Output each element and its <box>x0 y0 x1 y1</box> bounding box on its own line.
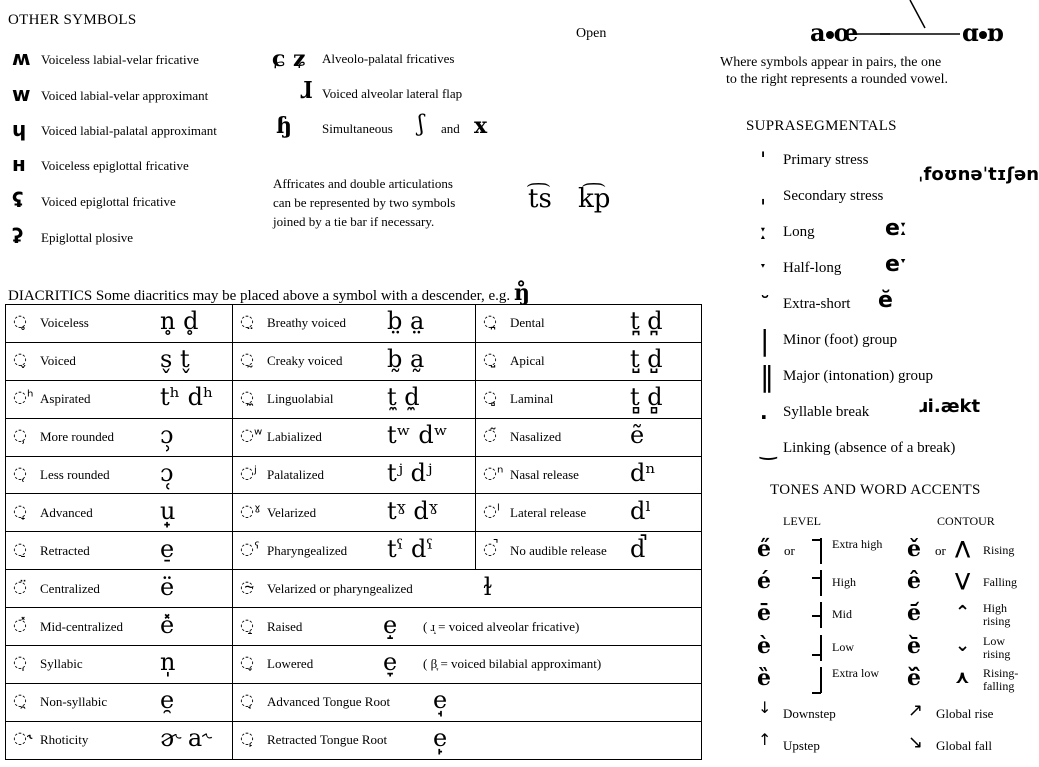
suprasegmental-label: Syllable break <box>783 404 870 420</box>
contour-tone-label: Low rising <box>983 634 1011 661</box>
diacritics-table <box>5 304 702 760</box>
suprasegmental-label: Linking (absence of a break) <box>783 440 956 456</box>
diacritic-example: e̞ <box>383 648 398 677</box>
other-symbol-label: Voiced epiglottal fricative <box>41 194 176 209</box>
diacritic-label: Aspirated <box>40 391 91 407</box>
diacritic-mark: ◌ˠ <box>240 500 261 520</box>
suprasegmental-mark: ‖ <box>760 360 774 393</box>
level-tone-label: High <box>832 575 856 589</box>
diacritic-mark: ◌̻ <box>483 387 497 407</box>
diacritic-label: Nasal release <box>510 467 579 482</box>
suprasegmental-label: Extra-short <box>783 296 851 312</box>
diacritic-label: Voiceless <box>40 315 89 331</box>
diacritic-cell <box>233 532 476 570</box>
diacritic-cell-content <box>6 571 232 607</box>
diacritic-cell-content <box>233 419 475 455</box>
suprasegmental-label: Primary stress <box>783 152 869 168</box>
diacritic-example: tʰ dʰ <box>160 383 214 412</box>
diacritic-example: dˡ <box>630 496 652 525</box>
diacritic-cell-content <box>233 305 475 341</box>
diacritic-cell-content <box>233 457 475 493</box>
diacritic-cell <box>6 721 233 759</box>
diacritic-label: Centralized <box>40 580 100 596</box>
diacritics-heading <box>8 280 530 306</box>
other-symbols-heading: OTHER SYMBOLS <box>8 12 137 28</box>
other-symbol: ʢ <box>12 188 24 212</box>
level-tone-bar <box>820 667 822 693</box>
suprasegmental-mark: ˘ <box>760 292 770 316</box>
suprasegmental-mark: ˑ <box>760 256 767 280</box>
diacritic-cell-content <box>6 722 232 758</box>
diacritic-cell-content <box>476 495 701 531</box>
diacritic-cell <box>476 305 702 343</box>
contour-tone-letter: ⋁ <box>955 570 971 591</box>
suprasegmental-mark: ː <box>760 220 767 244</box>
diacritic-cell-content <box>233 343 475 379</box>
other-symbol: w <box>12 82 31 106</box>
diacritic-cell-content <box>233 533 475 569</box>
suprasegmental-mark: ‿ <box>760 436 777 460</box>
diacritic-mark: ◌̜ <box>13 463 27 482</box>
diacritic-label: No audible release <box>510 542 607 558</box>
diacritic-cell-content <box>6 495 232 531</box>
vowel-oe: œ <box>833 18 859 47</box>
diacritic-example: ɔ̜ <box>160 459 174 487</box>
diacritic-label: Rhoticity <box>40 732 89 748</box>
diacritic-label: Non-syllabic <box>40 694 108 710</box>
diacritic-example: ɔ̹ <box>160 421 174 450</box>
diacritic-cell <box>476 494 702 532</box>
diacritic-example: ẽ <box>630 421 645 450</box>
simultaneous-label: Simultaneous <box>322 121 393 136</box>
diacritic-row <box>6 646 702 684</box>
diacritic-mark: ◌̟ <box>13 500 27 520</box>
diacritic-example: tʷ dʷ <box>387 421 448 450</box>
diacritic-mark: ◌̞ <box>240 652 254 672</box>
diacritic-mark: ◌̼ <box>240 387 254 407</box>
contour-tone-letter: ⌄ <box>955 635 971 656</box>
diacritic-mark: ◌ⁿ <box>483 463 504 482</box>
diacritic-cell <box>233 380 476 418</box>
diacritic-cell <box>6 494 233 532</box>
vowel-pair-back <box>962 18 1004 47</box>
diacritic-label: Mid-centralized <box>40 618 124 634</box>
diacritic-label: Linguolabial <box>267 391 334 407</box>
diacritic-cell <box>6 570 233 608</box>
or-text: or <box>935 543 946 558</box>
diacritic-example: e̘ <box>433 686 448 715</box>
diacritic-example: e̯ <box>160 686 175 715</box>
contour-heading: CONTOUR <box>937 514 995 528</box>
diacritic-cell-content <box>6 684 232 720</box>
diacritic-cell <box>476 342 702 380</box>
diacritic-mark: ◌̃ <box>483 425 497 445</box>
diacritic-example: b̰ a̰ <box>387 345 425 374</box>
diacritic-mark: ◌̪ <box>483 311 497 331</box>
diacritic-cell <box>6 380 233 418</box>
diacritic-cell <box>6 342 233 380</box>
diacritic-mark: ◌̥ <box>13 311 27 331</box>
diacritic-label: Labialized <box>267 429 322 445</box>
diacritic-cell-content <box>476 343 701 379</box>
level-tone-bar <box>820 635 822 661</box>
diacritic-row <box>6 418 702 456</box>
downstep-label: Downstep <box>783 706 836 721</box>
diacritic-cell <box>6 683 233 721</box>
diacritic-row <box>6 532 702 570</box>
diacritic-mark: ◌̬ <box>13 349 27 369</box>
diacritic-mark: ◌̤ <box>240 311 254 331</box>
diacritic-mark: ◌̩ <box>13 652 27 672</box>
suprasegmental-mark: ˌ <box>760 184 767 208</box>
contour-tone-letter: ⌃ <box>955 602 971 623</box>
diacritic-example: ë <box>160 572 175 601</box>
diacritic-cell-content <box>233 722 701 758</box>
stress-example: ˌfoʊnəˈtɪʃən <box>918 164 1039 185</box>
diacritic-mark: ◌ʷ <box>240 425 263 445</box>
diacritic-label: Advanced Tongue Root <box>267 694 391 710</box>
diacritic-example: n̥ d̥ <box>160 307 199 336</box>
level-tone-tick <box>812 615 821 617</box>
diacritics-heading-text: DIACRITICS Some diacritics may be placed above a symbol with a descender, e.g. <box>8 288 511 304</box>
tones-heading: TONES AND WORD ACCENTS <box>770 482 981 498</box>
contour-tone-vowel: e᷄ <box>907 600 921 626</box>
upstep-arrow-icon: ↑ <box>758 730 772 749</box>
diacritic-cell <box>476 532 702 570</box>
suprasegmental-example: ĕ <box>878 288 893 313</box>
contour-tone-label: Falling <box>983 575 1018 589</box>
diacritic-row <box>6 721 702 759</box>
level-tone-label: Extra high <box>832 537 883 551</box>
suprasegmental-example: ɹi.ækt <box>918 396 981 417</box>
lateral-flap-symbol: ɺ <box>300 78 313 104</box>
diacritic-cell <box>6 456 233 494</box>
alveolo-palatal-symbols: ɕ ʑ <box>272 46 306 72</box>
kp-double-articulation: k͡p <box>578 184 611 214</box>
diacritic-example: n̩ <box>160 648 176 677</box>
suprasegmental-label: Major (intonation) group <box>783 368 933 384</box>
diacritic-cell-content <box>233 381 475 417</box>
diacritic-cell <box>6 418 233 456</box>
affricates-note-line: Affricates and double articulations <box>273 176 453 191</box>
diacritic-cell-content <box>233 495 475 531</box>
diacritic-example: ɫ <box>483 572 493 601</box>
diacritic-label: Advanced <box>40 504 93 520</box>
level-tone-bar <box>820 570 822 596</box>
suprasegmental-label: Minor (foot) group <box>783 332 898 348</box>
diacritic-mark: ◌̠ <box>13 538 27 558</box>
diacritic-cell <box>6 305 233 343</box>
diacritic-cell-content <box>6 646 232 682</box>
diacritic-example: tʲ dʲ <box>387 459 433 487</box>
diacritic-mark: ◌˞ <box>13 728 33 748</box>
diacritic-mark: ◌̹ <box>13 425 27 445</box>
diacritic-cell-content <box>6 381 232 417</box>
downstep-arrow-icon: ↓ <box>758 698 772 717</box>
level-tone-tick <box>812 654 821 656</box>
open-label: Open <box>576 26 607 41</box>
diacritic-mark: ◌ˤ <box>240 538 260 558</box>
or-text: or <box>784 543 795 558</box>
suprasegmental-label: Secondary stress <box>783 188 884 204</box>
diacritic-row <box>6 683 702 721</box>
diacritic-cell <box>476 456 702 494</box>
diacritic-mark: ◌ʲ <box>240 463 257 482</box>
suprasegmentals-heading: SUPRASEGMENTALS <box>746 118 897 134</box>
level-tone-vowel: ȅ <box>757 665 771 691</box>
vowel-dot <box>979 31 987 39</box>
diacritic-cell <box>233 305 476 343</box>
diacritic-example: tˠ dˠ <box>387 496 438 525</box>
diacritic-cell-content <box>476 533 701 569</box>
diacritic-cell <box>233 608 702 646</box>
diacritics-heading-example: ŋ̊ <box>513 280 530 306</box>
diacritic-example: t̺ d̺ <box>630 345 663 374</box>
diacritic-example: t̪ d̪ <box>630 307 663 336</box>
level-tone-vowel: e̋ <box>757 536 771 562</box>
global-fall-label: Global fall <box>936 738 992 753</box>
diacritic-cell-content <box>6 305 232 341</box>
diacritic-mark: ◌̚ <box>483 538 497 558</box>
diacritic-row <box>6 342 702 380</box>
diacritic-mark: ◌̺ <box>483 349 497 369</box>
diacritic-cell <box>233 418 476 456</box>
diacritic-cell-content <box>476 381 701 417</box>
affricates-note-line: can be represented by two symbols <box>273 195 456 210</box>
diacritic-cell-content <box>476 419 701 455</box>
other-symbol: ʜ <box>12 152 26 176</box>
diacritic-note: ( ɹ̝ = voiced alveolar fricative) <box>423 618 580 634</box>
diacritic-example: e̽ <box>160 610 175 639</box>
diacritic-cell <box>233 721 702 759</box>
diacritic-note: ( β̞ = voiced bilabial approximant) <box>423 656 602 672</box>
other-symbol-label: Voiceless labial-velar fricative <box>41 52 199 67</box>
vowel-pair-front <box>810 18 858 47</box>
upstep-label: Upstep <box>783 738 820 753</box>
diacritic-label: Palatalized <box>267 467 325 482</box>
diacritic-cell-content <box>6 609 232 645</box>
diacritic-example: b̤ a̤ <box>387 307 425 336</box>
suprasegmental-mark: . <box>760 400 768 424</box>
diacritic-label: Voiced <box>40 353 76 369</box>
vowel-note-line: Where symbols appear in pairs, the one <box>720 55 942 70</box>
diacritic-example: tˤ dˤ <box>387 534 434 563</box>
lateral-flap-label: Voiced alveolar lateral flap <box>322 86 463 101</box>
diacritic-example: e̠ <box>160 534 175 563</box>
diacritic-label: More rounded <box>40 429 115 445</box>
other-symbol: ʍ <box>12 46 31 70</box>
diacritic-row <box>6 380 702 418</box>
diacritic-example: t̻ d̻ <box>630 383 663 412</box>
x-symbol: x <box>474 113 488 139</box>
suprasegmental-example: eː <box>885 216 908 241</box>
diacritic-cell-content <box>233 684 701 720</box>
diacritic-cell <box>233 646 702 684</box>
diacritic-label: Lowered <box>267 656 314 672</box>
level-tone-label: Mid <box>832 607 853 621</box>
diacritic-cell <box>6 608 233 646</box>
diacritic-example: dⁿ <box>630 459 656 487</box>
diacritic-example: e̙ <box>433 724 448 753</box>
diacritic-mark: ◌̰ <box>240 349 254 369</box>
diacritic-mark: ◌̝ <box>240 614 254 634</box>
global-rise-label: Global rise <box>936 706 994 721</box>
ts-affricate: t͡s <box>528 184 552 214</box>
level-tone-label: Extra low <box>832 666 879 680</box>
diacritic-cell <box>476 418 702 456</box>
contour-tone-vowel: ě <box>907 536 921 562</box>
diacritic-cell <box>233 570 702 608</box>
diacritic-label: Velarized or pharyngealized <box>267 580 413 596</box>
diacritic-label: Dental <box>510 315 545 331</box>
diacritic-label: Pharyngealized <box>267 542 348 558</box>
contour-tone-vowel: ê <box>907 568 921 594</box>
diacritic-row <box>6 608 702 646</box>
diacritic-row <box>6 456 702 494</box>
diacritic-mark: ◌̈ <box>13 576 27 596</box>
level-tone-label: Low <box>832 640 854 654</box>
diacritic-row <box>6 305 702 343</box>
esh-symbol: ʃ <box>418 112 424 137</box>
contour-tone-letter: ⋏ <box>955 667 970 688</box>
diacritic-label: Apical <box>510 353 545 369</box>
diacritic-mark: ◌̴ <box>240 576 254 596</box>
diacritic-example: e̝ <box>383 610 398 639</box>
suprasegmental-mark: ˈ <box>760 148 767 172</box>
simultaneous-symbol: ɧ <box>276 113 292 139</box>
diacritic-cell-content <box>233 571 701 607</box>
diacritic-label: Nasalized <box>510 429 562 445</box>
contour-tone-label: Rising-falling <box>983 666 1019 693</box>
contour-tone-label: High rising <box>983 601 1011 628</box>
contour-tone-vowel: e᷈ <box>907 665 921 691</box>
diacritic-cell-content <box>6 533 232 569</box>
diacritic-mark: ◌ˡ <box>483 500 500 520</box>
diacritic-label: Lateral release <box>510 504 587 520</box>
diacritic-row <box>6 494 702 532</box>
diacritic-cell-content <box>6 457 232 493</box>
diacritic-cell <box>233 456 476 494</box>
diacritic-cell-content <box>233 609 701 645</box>
diacritic-cell-content <box>476 457 701 493</box>
global-rise-arrow-icon: ↗ <box>908 700 924 721</box>
affricates-note <box>273 174 455 231</box>
suprasegmental-label: Half-long <box>783 260 842 276</box>
level-tone-vowel: è <box>757 633 771 659</box>
diacritic-example: t̼ d̼ <box>387 383 420 412</box>
diacritic-label: Laminal <box>510 391 554 407</box>
other-symbol: ɥ <box>12 117 27 141</box>
alveolo-palatal-label: Alveolo-palatal fricatives <box>322 51 455 66</box>
diacritic-mark: ◌̯ <box>13 690 27 710</box>
contour-tone-label: Rising <box>983 543 1015 557</box>
diacritic-mark: ◌̘ <box>240 690 254 710</box>
other-symbol-label: Voiceless epiglottal fricative <box>41 158 189 173</box>
affricates-note-line: joined by a tie bar if necessary. <box>273 214 435 229</box>
diacritic-cell-content <box>6 343 232 379</box>
other-symbol-label: Voiced labial-palatal approximant <box>41 123 217 138</box>
other-symbol: ʡ <box>12 224 24 248</box>
vowel-a: a <box>810 18 826 47</box>
level-heading: LEVEL <box>783 514 821 528</box>
diacritic-label: Velarized <box>267 504 317 520</box>
diacritic-example: ɚ a˞ <box>160 724 213 753</box>
diacritic-example: d̚ <box>630 534 646 563</box>
diacritic-mark: ◌̽ <box>13 614 27 634</box>
contour-tone-letter: ⋀ <box>955 538 971 559</box>
level-tone-tick <box>812 692 821 694</box>
diacritic-label: Retracted <box>40 542 90 558</box>
contour-tone-vowel: e᷅ <box>907 633 921 659</box>
diacritic-cell <box>233 683 702 721</box>
diacritic-example: u̟ <box>160 496 176 525</box>
diacritic-label: Breathy voiced <box>267 315 347 331</box>
diacritic-cell-content <box>476 305 701 341</box>
diacritic-cell <box>6 646 233 684</box>
level-tone-tick <box>812 539 821 541</box>
level-tone-tick <box>812 577 821 579</box>
diacritic-cell <box>233 494 476 532</box>
vowel-pairs-note <box>720 54 948 88</box>
diacritic-label: Raised <box>267 618 303 634</box>
suprasegmental-mark: | <box>760 324 770 357</box>
other-symbol-label: Epiglottal plosive <box>41 230 134 245</box>
vowel-dot <box>826 31 834 39</box>
diacritic-mark: ◌̙ <box>240 728 254 748</box>
diacritic-cell <box>6 532 233 570</box>
level-tone-bar <box>820 538 822 564</box>
diacritic-label: Less rounded <box>40 467 110 482</box>
diacritic-cell <box>476 380 702 418</box>
global-fall-arrow-icon: ↘ <box>908 732 924 753</box>
diacritic-row <box>6 570 702 608</box>
diacritic-cell <box>233 342 476 380</box>
level-tone-vowel: é <box>757 568 771 594</box>
vowel-note-line: to the right represents a rounded vowel. <box>726 72 948 87</box>
diacritic-cell-content <box>233 646 701 682</box>
diacritic-mark: ◌ʰ <box>13 387 34 407</box>
diacritic-cell-content <box>6 419 232 455</box>
diacritic-label: Retracted Tongue Root <box>267 732 388 748</box>
and-text: and <box>441 121 460 136</box>
level-tone-vowel: ē <box>757 600 771 626</box>
suprasegmental-label: Long <box>783 224 815 240</box>
vowel-turned-alpha: ɒ <box>986 18 1004 47</box>
vowel-alpha: ɑ <box>962 18 979 47</box>
diacritic-example: s̬ t̬ <box>160 345 190 374</box>
suprasegmental-example: eˑ <box>885 252 908 277</box>
diacritic-label: Syllabic <box>40 656 83 672</box>
other-symbol-label: Voiced labial-velar approximant <box>41 88 209 103</box>
diacritic-label: Creaky voiced <box>267 353 343 369</box>
